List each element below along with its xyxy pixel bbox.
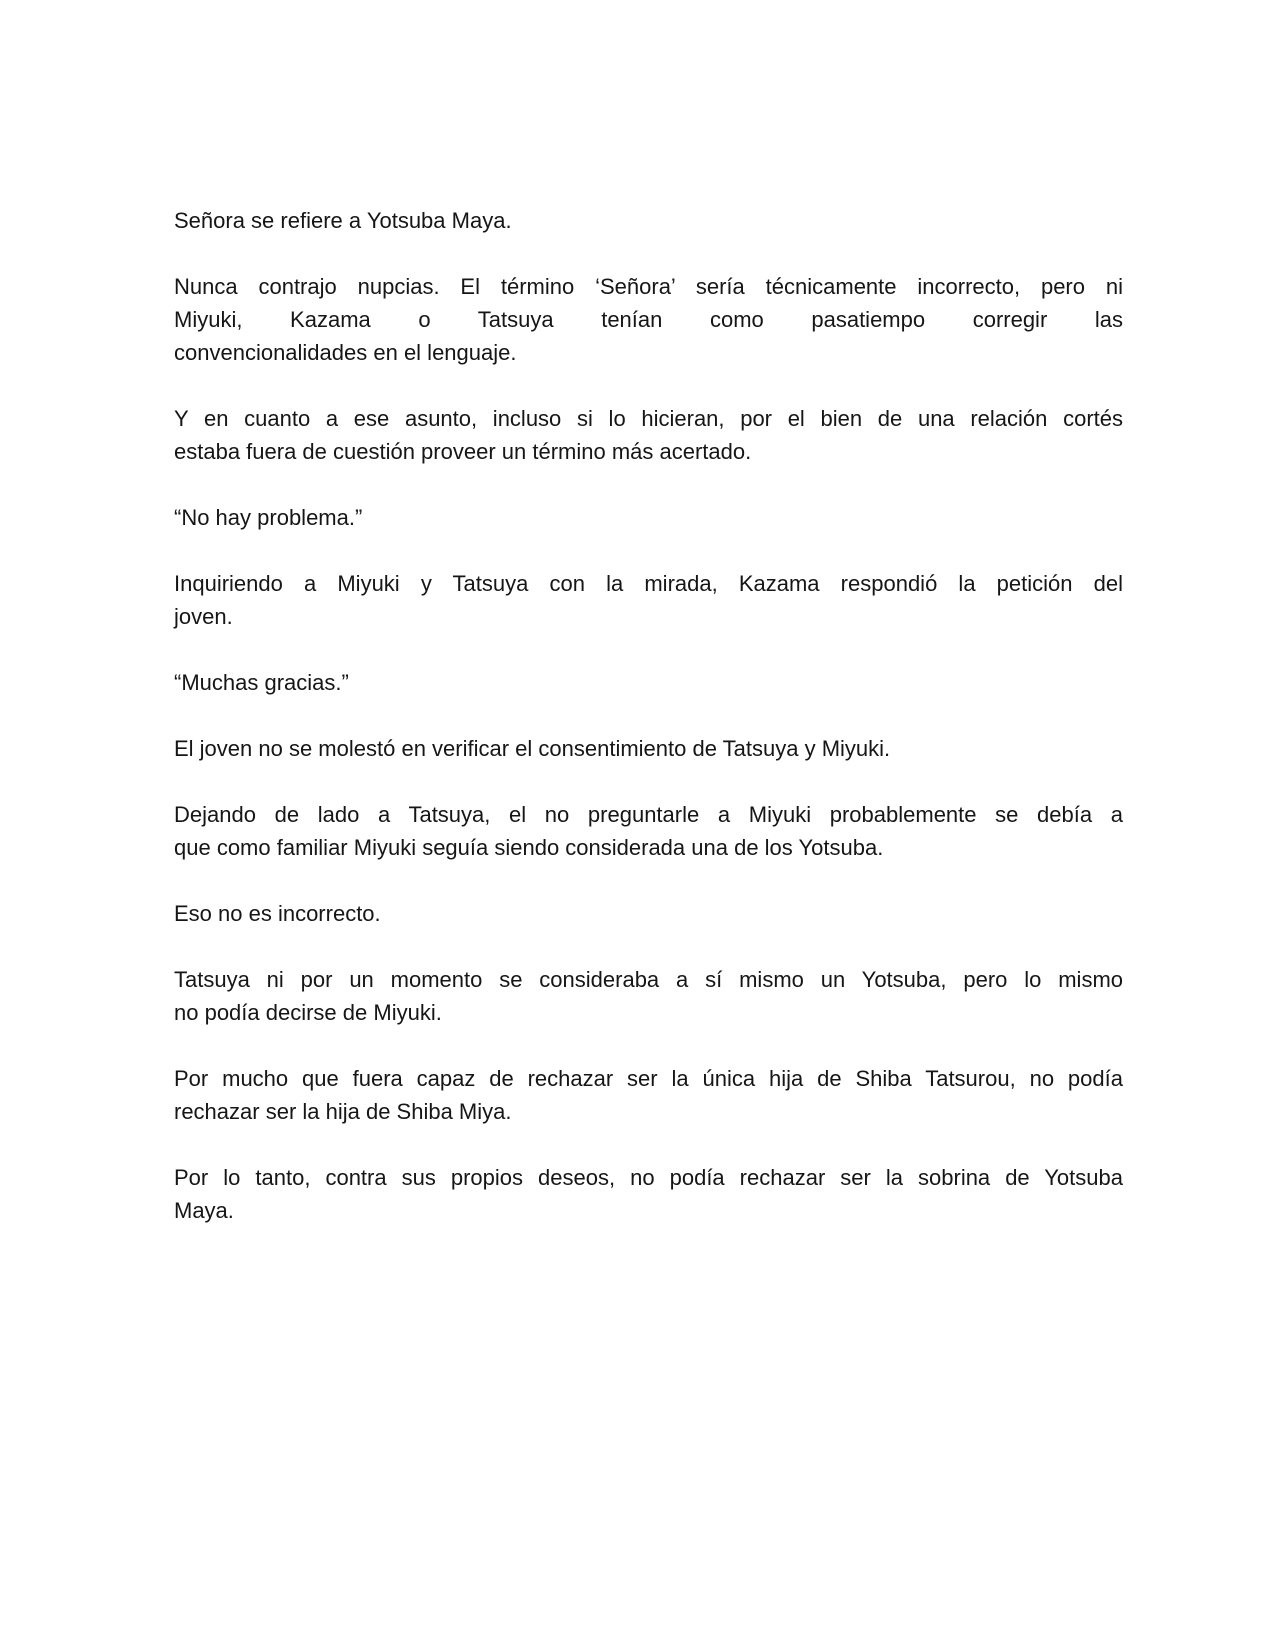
paragraph: [174, 567, 1123, 633]
text-line: estaba fuera de cuestión proveer un término más acertado.: [174, 439, 752, 464]
text-line: Inquiriendo a Miyuki y Tatsuya con la mirada, Kazama respondió la petición del: [174, 571, 1123, 596]
text-line: Dejando de lado a Tatsuya, el no preguntarle a Miyuki probablemente se debía a: [174, 802, 1123, 827]
text-line: Señora se refiere a Yotsuba Maya.: [174, 208, 512, 233]
text-line: “Muchas gracias.”: [174, 670, 349, 695]
paragraph: [174, 963, 1123, 1029]
text-line: no podía decirse de Miyuki.: [174, 1000, 442, 1025]
text-line: El joven no se molestó en verificar el consentimiento de Tatsuya y Miyuki.: [174, 736, 891, 761]
paragraph: [174, 798, 1123, 864]
text-line: Eso no es incorrecto.: [174, 901, 381, 926]
paragraph: [174, 501, 1123, 534]
text-line: “No hay problema.”: [174, 505, 363, 530]
paragraph: [174, 897, 1123, 930]
text-line: que como familiar Miyuki seguía siendo considerada una de los Yotsuba.: [174, 835, 884, 860]
paragraph: [174, 732, 1123, 765]
text-line: rechazar ser la hija de Shiba Miya.: [174, 1099, 512, 1124]
text-line: Maya.: [174, 1198, 234, 1223]
text-line: Nunca contrajo nupcias. El término ‘Señora’ sería técnicamente incorrecto, pero ni: [174, 274, 1123, 299]
text-line: convencionalidades en el lenguaje.: [174, 340, 517, 365]
text-line: Y en cuanto a ese asunto, incluso si lo hicieran, por el bien de una relación cortés: [174, 406, 1123, 431]
text-line: Por mucho que fuera capaz de rechazar ser la única hija de Shiba Tatsurou, no podía: [174, 1066, 1123, 1091]
paragraph: [174, 270, 1123, 369]
paragraph: [174, 402, 1123, 468]
paragraph: [174, 1161, 1123, 1227]
paragraph: [174, 666, 1123, 699]
paragraph: [174, 1062, 1123, 1128]
paragraph: [174, 204, 1123, 237]
text-line: joven.: [174, 604, 233, 629]
text-line: Por lo tanto, contra sus propios deseos, no podía rechazar ser la sobrina de Yotsuba: [174, 1165, 1123, 1190]
text-line: Tatsuya ni por un momento se consideraba a sí mismo un Yotsuba, pero lo mismo: [174, 967, 1123, 992]
text-line: Miyuki, Kazama o Tatsuya tenían como pasatiempo corregir las: [174, 307, 1123, 332]
text-block: [174, 204, 1123, 1260]
